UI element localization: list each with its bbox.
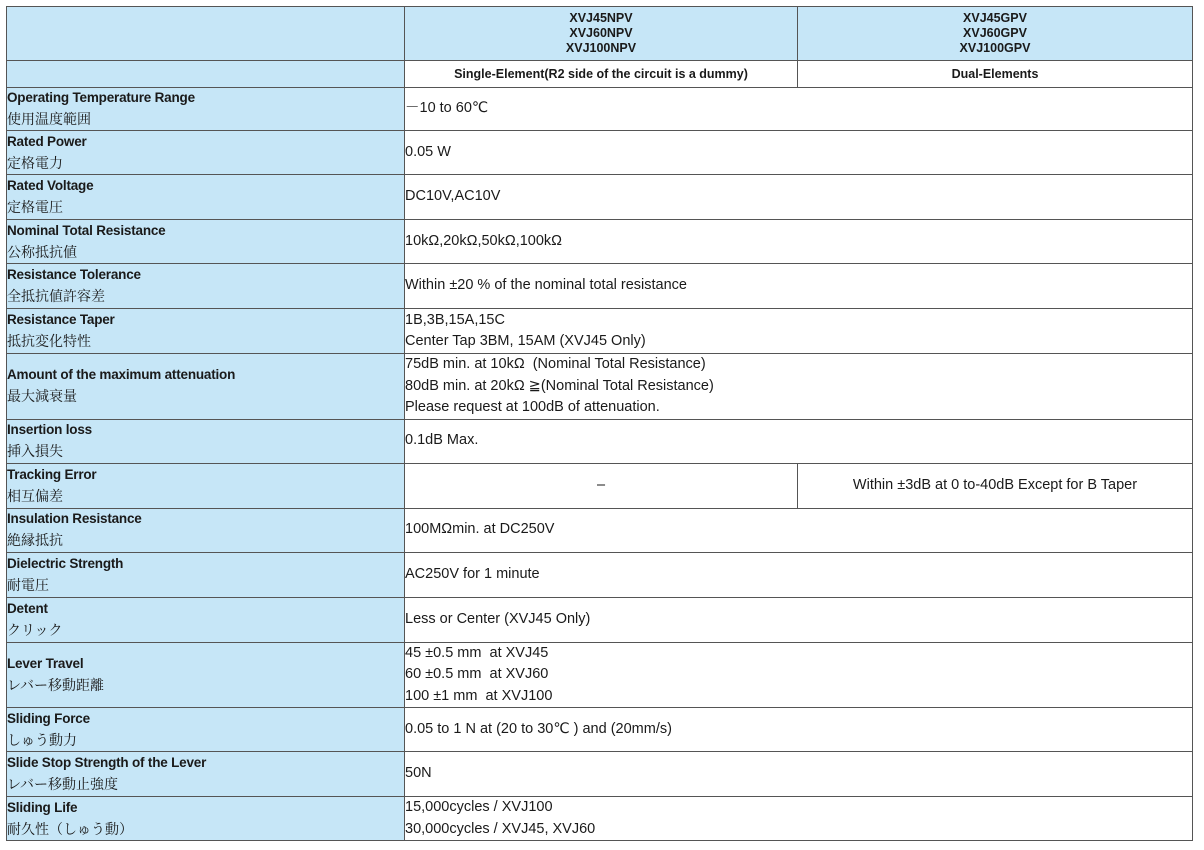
- spec-label: [7, 797, 405, 841]
- spec-label-ja: レバー移動止強度: [7, 776, 119, 792]
- spec-value-line: AC250V for 1 minute: [405, 565, 540, 582]
- spec-value-line: 0.1dB Max.: [405, 432, 479, 449]
- spec-value-line: 50N: [405, 765, 432, 782]
- spec-value-line: Please request at 100dB of attenuation.: [405, 399, 660, 415]
- spec-label: [7, 642, 405, 708]
- spec-label: [7, 220, 405, 264]
- spec-value-line: Within ±20 % of the nominal total resistance: [405, 277, 687, 294]
- spec-label-ja: しゅう動力: [7, 731, 77, 748]
- spec-value-line: 0.05 W: [405, 143, 451, 160]
- spec-label-en: Insertion loss: [7, 422, 92, 437]
- spec-value-line: 10kΩ,20kΩ,50kΩ,100kΩ: [405, 232, 563, 249]
- model-name: XVJ100NPV: [565, 41, 637, 55]
- spec-row: [7, 752, 1193, 797]
- spec-label-ja: 定格電力: [7, 154, 63, 171]
- spec-value-line: DC10V,AC10V: [405, 188, 501, 205]
- spec-label-ja: 使用温度範囲: [7, 111, 91, 127]
- spec-value: [405, 419, 1193, 463]
- model-name: XVJ60GPV: [963, 26, 1027, 40]
- spec-row: [7, 131, 1193, 175]
- spec-label: [7, 175, 405, 220]
- spec-row: [7, 642, 1193, 708]
- spec-value-single: –: [405, 463, 798, 508]
- spec-value-line: 15,000cycles / XVJ100: [405, 799, 553, 815]
- spec-value: [405, 175, 1193, 220]
- spec-label-en: Tracking Error: [7, 466, 97, 482]
- spec-label-en: Lever Travel: [7, 655, 84, 671]
- spec-label-ja: レバー移動距離: [7, 676, 105, 693]
- spec-label-en: Resistance Tolerance: [7, 267, 141, 282]
- spec-value-line: 80dB min. at 20kΩ ≧(Nominal Total Resistance): [405, 377, 714, 394]
- spec-label-ja: 公称抵抗値: [7, 243, 77, 260]
- spec-value-line: 100 ±1 mm at XVJ100: [405, 687, 553, 704]
- spec-label-en: Amount of the maximum attenuation: [7, 367, 236, 383]
- spec-label-ja: 絶縁抵抗: [7, 532, 63, 548]
- spec-value: [405, 508, 1193, 552]
- corner-cell: [7, 61, 405, 88]
- model-name: XVJ45GPV: [963, 11, 1027, 25]
- spec-value: [405, 220, 1193, 264]
- spec-label: [7, 419, 405, 463]
- model-name: XVJ45NPV: [569, 11, 633, 25]
- spec-label: [7, 354, 405, 420]
- spec-rows: [7, 88, 1193, 841]
- spec-label-en: Operating Temperature Range: [7, 90, 195, 105]
- spec-row: [7, 264, 1193, 309]
- spec-label: [7, 264, 405, 309]
- spec-label: [7, 88, 405, 131]
- spec-value: [405, 797, 1193, 841]
- spec-label: [7, 309, 405, 354]
- element-type-row: [7, 61, 1193, 88]
- models-dual: [798, 7, 1193, 61]
- spec-label: [7, 463, 405, 508]
- spec-label: [7, 708, 405, 752]
- spec-row: [7, 354, 1193, 420]
- spec-value: [405, 708, 1193, 752]
- spec-value: [405, 597, 1193, 642]
- spec-value: [405, 309, 1193, 354]
- spec-label-ja: 全抵抗値許容差: [7, 288, 105, 304]
- spec-label-ja: 相互偏差: [7, 487, 63, 504]
- spec-value: [405, 752, 1193, 797]
- spec-row: [7, 797, 1193, 841]
- models-single: [405, 7, 798, 61]
- spec-row: [7, 463, 1193, 508]
- model-name: XVJ60NPV: [569, 26, 633, 40]
- spec-label-ja: 耐電圧: [7, 576, 49, 593]
- spec-row: [7, 419, 1193, 463]
- spec-label-ja: 最大減衰量: [7, 388, 77, 405]
- dual-elements-label: Dual-Elements: [798, 61, 1193, 88]
- spec-label-en: Detent: [7, 600, 48, 616]
- single-element-label: Single-Element(R2 side of the circuit is a dummy): [405, 61, 798, 88]
- spec-label-en: Rated Power: [7, 133, 87, 149]
- spec-table: [6, 6, 1193, 841]
- spec-value-line: 45 ±0.5 mm at XVJ45: [405, 644, 549, 661]
- spec-label-en: Dielectric Strength: [7, 555, 124, 571]
- spec-label-ja: 耐久性（しゅう動）: [7, 820, 133, 837]
- spec-value-line: 1B,3B,15A,15C: [405, 311, 505, 328]
- spec-label-ja: 挿入損失: [7, 443, 63, 459]
- spec-row: [7, 552, 1193, 597]
- spec-row: [7, 597, 1193, 642]
- spec-value-line: Less or Center (XVJ45 Only): [405, 610, 591, 627]
- spec-value: [405, 264, 1193, 309]
- spec-row: [7, 309, 1193, 354]
- spec-row: [7, 175, 1193, 220]
- spec-label-ja: 抵抗変化特性: [7, 333, 91, 349]
- spec-label-en: Rated Voltage: [7, 178, 94, 193]
- spec-value: [405, 642, 1193, 708]
- spec-value-line: －10 to 60℃: [405, 100, 489, 117]
- model-name: XVJ100GPV: [959, 41, 1031, 55]
- spec-row: [7, 708, 1193, 752]
- corner-cell: [7, 7, 405, 61]
- spec-label-en: Sliding Force: [7, 710, 90, 726]
- spec-value-line: 60 ±0.5 mm at XVJ60: [405, 666, 549, 682]
- spec-label-en: Resistance Taper: [7, 312, 115, 327]
- spec-value: [405, 552, 1193, 597]
- spec-label-en: Insulation Resistance: [7, 511, 142, 526]
- spec-label-ja: クリック: [7, 621, 63, 638]
- spec-value-line: 30,000cycles / XVJ45, XVJ60: [405, 820, 596, 837]
- spec-label-en: Sliding Life: [7, 799, 78, 815]
- spec-label-en: Nominal Total Resistance: [7, 222, 166, 238]
- spec-value-line: Center Tap 3BM, 15AM (XVJ45 Only): [405, 333, 646, 349]
- spec-value-line: 0.05 to 1 N at (20 to 30℃ ) and (20mm/s): [405, 720, 672, 737]
- spec-label-en: Slide Stop Strength of the Lever: [7, 755, 207, 770]
- spec-value-dual: Within ±3dB at 0 to-40dB Except for B Taper: [798, 463, 1193, 508]
- spec-label: [7, 597, 405, 642]
- spec-row: [7, 220, 1193, 264]
- spec-row: [7, 508, 1193, 552]
- spec-value-line: 75dB min. at 10kΩ (Nominal Total Resistance): [405, 356, 706, 372]
- spec-label: [7, 752, 405, 797]
- spec-value: [405, 131, 1193, 175]
- spec-label: [7, 131, 405, 175]
- spec-value-line: 100MΩmin. at DC250V: [405, 521, 555, 538]
- spec-value: [405, 354, 1193, 420]
- spec-row: [7, 88, 1193, 131]
- spec-label-ja: 定格電圧: [7, 199, 63, 215]
- model-header-row: [7, 7, 1193, 61]
- spec-value: [405, 88, 1193, 131]
- spec-label: [7, 508, 405, 552]
- spec-label: [7, 552, 405, 597]
